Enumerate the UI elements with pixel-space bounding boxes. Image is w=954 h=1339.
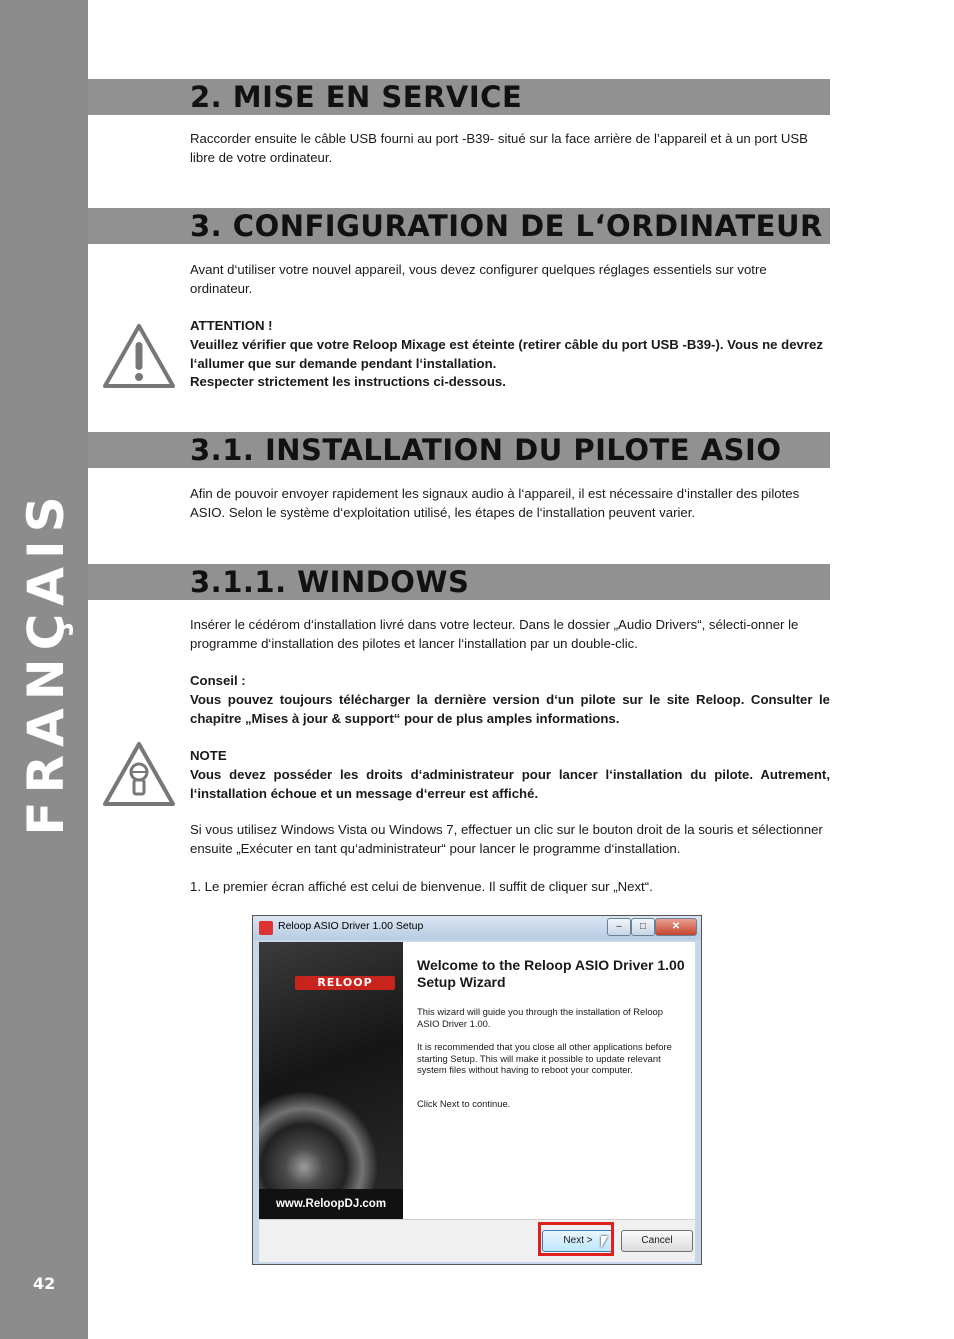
section-3-1-1-header bbox=[88, 564, 830, 600]
wizard-content bbox=[403, 942, 695, 1219]
section-3-1-1-text: Insérer le cédérom d‘installation livré dans votre lecteur. Dans le dossier „Audio Drivers“, sélecti-onner le programme d‘installation des pilotes et lancer l‘installation par un double-clic. bbox=[190, 617, 799, 651]
minimize-button[interactable]: – bbox=[607, 918, 631, 936]
section-3-1-text: Afin de pouvoir envoyer rapidement les signaux audio à l‘appareil, il est nécessaire d‘installer des pilotes ASIO. Selon le système d‘exploitation utilisé, les étapes de l‘installation peuvent varier. bbox=[190, 486, 800, 520]
mouse-cursor-icon bbox=[601, 1236, 608, 1248]
tip-text: Vous pouvez toujours télécharger la dernière version d‘un pilote sur le site Reloop. Consulter le chapitre „Mises à jour & support“ pour de plus amples informations. bbox=[190, 692, 830, 726]
attention-text: Veuillez vérifier que votre Reloop Mixage est éteinte (retirer câble du port USB -B39-). Vous ne devrez l‘allumer que sur demande pendant l‘installation. bbox=[190, 337, 823, 371]
welcome-title: Welcome to the Reloop ASIO Driver 1.00 Setup Wizard bbox=[417, 957, 685, 990]
section-3-1-header bbox=[88, 432, 830, 468]
banner-url: www.ReloopDJ.com bbox=[259, 1189, 403, 1219]
section-3-1-heading: 3.1. INSTALLATION DU PILOTE ASIO bbox=[190, 433, 782, 467]
window-title: Reloop ASIO Driver 1.00 Setup bbox=[278, 920, 424, 932]
installer-screenshot bbox=[252, 915, 702, 1265]
wizard-paragraph-2: It is recommended that you close all other applications before starting Setup. This will make it possible to update relevant system files without having to reboot your computer. bbox=[417, 1041, 672, 1075]
section-3-header bbox=[88, 208, 830, 244]
page-number: 42 bbox=[33, 1274, 56, 1293]
note-icon bbox=[101, 740, 177, 808]
reloop-logo: RELOOP bbox=[295, 976, 395, 990]
step-1-text: 1. Le premier écran affiché est celui de bienvenue. Il suffit de cliquer sur „Next“. bbox=[190, 879, 653, 894]
section-3-1-1-heading: 3.1.1. WINDOWS bbox=[190, 565, 470, 599]
section-2-header bbox=[88, 79, 830, 115]
cancel-button[interactable]: Cancel bbox=[621, 1230, 693, 1252]
attention-title: ATTENTION ! bbox=[190, 318, 273, 333]
wizard-paragraph-3: Click Next to continue. bbox=[417, 1098, 511, 1109]
wizard-button-bar bbox=[259, 1219, 695, 1262]
close-button[interactable]: ✕ bbox=[655, 918, 697, 936]
app-icon bbox=[259, 921, 273, 935]
warning-icon bbox=[101, 322, 177, 390]
note-title: NOTE bbox=[190, 748, 227, 763]
tip-title: Conseil : bbox=[190, 673, 246, 688]
section-3-text: Avant d‘utiliser votre nouvel appareil, vous devez configurer quelques réglages essentiels sur votre ordinateur. bbox=[190, 262, 767, 296]
section-2-heading: 2. MISE EN SERVICE bbox=[190, 80, 523, 114]
maximize-button[interactable]: □ bbox=[631, 918, 655, 936]
section-2-text: Raccorder ensuite le câble USB fourni au port -B39- situé sur la face arrière de l’appareil et à un port USB libre de votre ordinateur. bbox=[190, 131, 808, 165]
note-text: Vous devez posséder les droits d‘administrateur pour lancer l‘installation du pilote. Autrement, l‘installation échoue et un message d‘erreur est affiché. bbox=[190, 767, 830, 801]
language-label: FRANÇAIS bbox=[17, 488, 75, 836]
attention-text-2: Respecter strictement les instructions ci-dessous. bbox=[190, 374, 506, 389]
vista-text: Si vous utilisez Windows Vista ou Windows 7, effectuer un clic sur le bouton droit de la souris et sélectionner ensuite „Exécuter en tant qu‘administrateur“ pour lancer le programme d‘installation. bbox=[190, 822, 823, 856]
wizard-paragraph-1: This wizard will guide you through the installation of Reloop ASIO Driver 1.00. bbox=[417, 1006, 663, 1029]
next-button[interactable]: Next > bbox=[542, 1230, 614, 1252]
wizard-banner bbox=[259, 942, 403, 1219]
section-3-heading: 3. CONFIGURATION DE L‘ORDINATEUR bbox=[190, 209, 823, 243]
sidebar bbox=[0, 0, 88, 1339]
window-titlebar bbox=[253, 916, 701, 940]
